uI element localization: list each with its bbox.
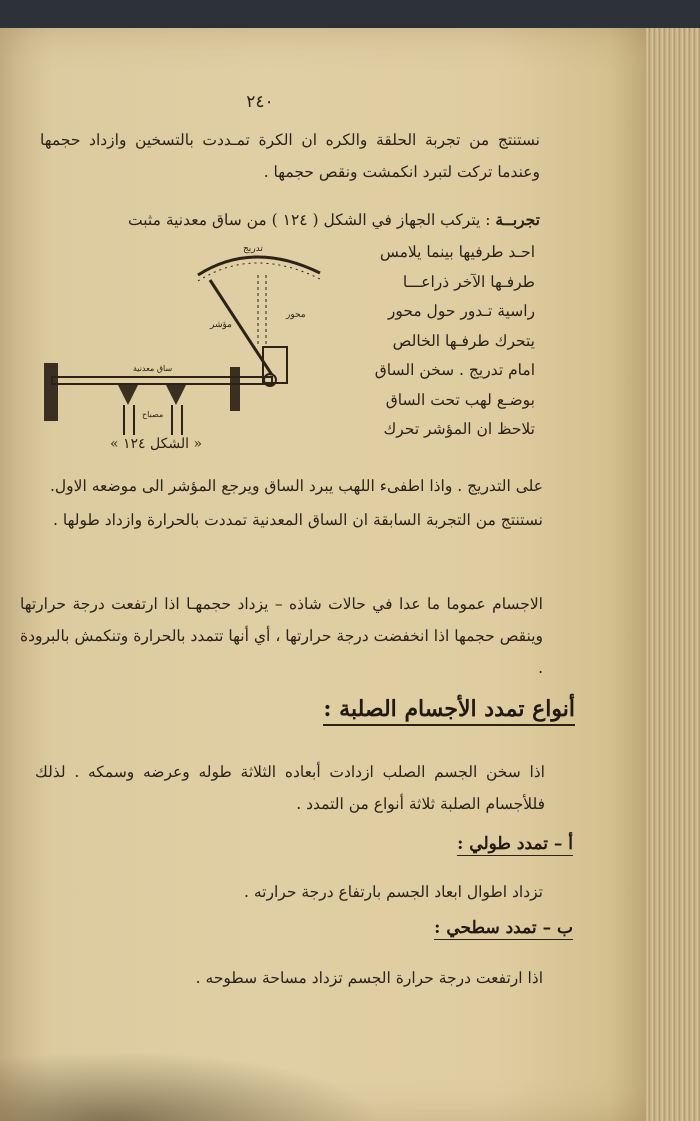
pointer-label: مؤشر xyxy=(210,320,232,330)
side-line: بوضـع لهب تحت الساق xyxy=(385,390,535,409)
side-line: تلاحظ ان المؤشر تحرك xyxy=(383,420,535,438)
page-number: ٢٤٠ xyxy=(246,92,274,112)
paragraph-ring-and-ball: نستنتج من تجربة الحلقة والكره ان الكرة تمـددت بالتسخين وازداد حجمها وعندما تركت لتبرد انكمشت ونقص حجمها . xyxy=(40,131,540,181)
subheading-linear: أ – تمدد طولي : xyxy=(457,834,573,854)
paragraph-rod-conclusion: نستنتج من التجربة السابقة ان الساق المعدنية تمددت بالحرارة وازداد طولها . xyxy=(53,511,543,529)
apparatus-figure xyxy=(38,245,338,455)
axis-label: محور xyxy=(286,310,306,320)
flame-icon xyxy=(118,385,186,405)
experiment-line: : يتركب الجهاز في الشكل ( ١٢٤ ) من ساق معدنية مثبت xyxy=(128,211,491,229)
paragraph-three-dimensions: اذا سخن الجسم الصلب ازدادت أبعاده الثلاثة طوله وعرضه وسمكه . لذلك فللأجسام الصلبة ثلاثة أنواع من التمدد . xyxy=(35,763,545,813)
clamp xyxy=(44,363,58,421)
subheading-surface: ب – تمدد سطحي : xyxy=(434,918,573,938)
paragraph-linear: تزداد اطوال ابعاد الجسم بارتفاع درجة حرارته . xyxy=(244,883,543,901)
book-page xyxy=(0,28,662,1121)
side-line: امام تدريج . سخن الساق xyxy=(374,361,535,379)
page-edges xyxy=(646,28,700,1121)
scale-arc xyxy=(198,257,320,275)
experiment-label: تجربــة xyxy=(495,210,540,229)
support-post xyxy=(230,367,240,411)
rod-label: ساق معدنية xyxy=(133,364,173,373)
side-line: طرفـها الآخر ذراعـــا xyxy=(402,272,535,291)
figure-caption: « الشكل ١٢٤ » xyxy=(110,436,203,452)
section-heading: أنواع تمدد الأجسام الصلبة : xyxy=(323,696,575,726)
burner-label: مصباح xyxy=(142,410,164,419)
side-text-block xyxy=(355,238,535,445)
paragraph-pointer-return: على التدريج . واذا اطفىء اللهب يبرد الساق ويرجع المؤشر الى موضعه الاول. xyxy=(49,477,543,495)
scale-label: تدريج xyxy=(243,245,263,254)
paragraph-surface: اذا ارتفعت درجة حرارة الجسم تزداد مساحة سطوحه . xyxy=(195,969,543,987)
side-line: احـد طرفيها بينما يلامس xyxy=(379,243,535,261)
experiment-intro xyxy=(20,204,540,236)
side-line: راسية تـدور حول محور xyxy=(387,302,535,320)
side-line: يتحرك طرفـها الخالص xyxy=(392,331,535,350)
paragraph-general-expansion: الاجسام عموما ما عدا في حالات شاذه – يزداد حجمهـا اذا ارتفعت درجة حرارتها وينقص حجمها اذا انخفضت درجة حرارتها ، أي أنها تتمدد بالحرارة وتنكمش بالبرودة . xyxy=(20,595,543,677)
page-shadow xyxy=(0,1051,380,1121)
